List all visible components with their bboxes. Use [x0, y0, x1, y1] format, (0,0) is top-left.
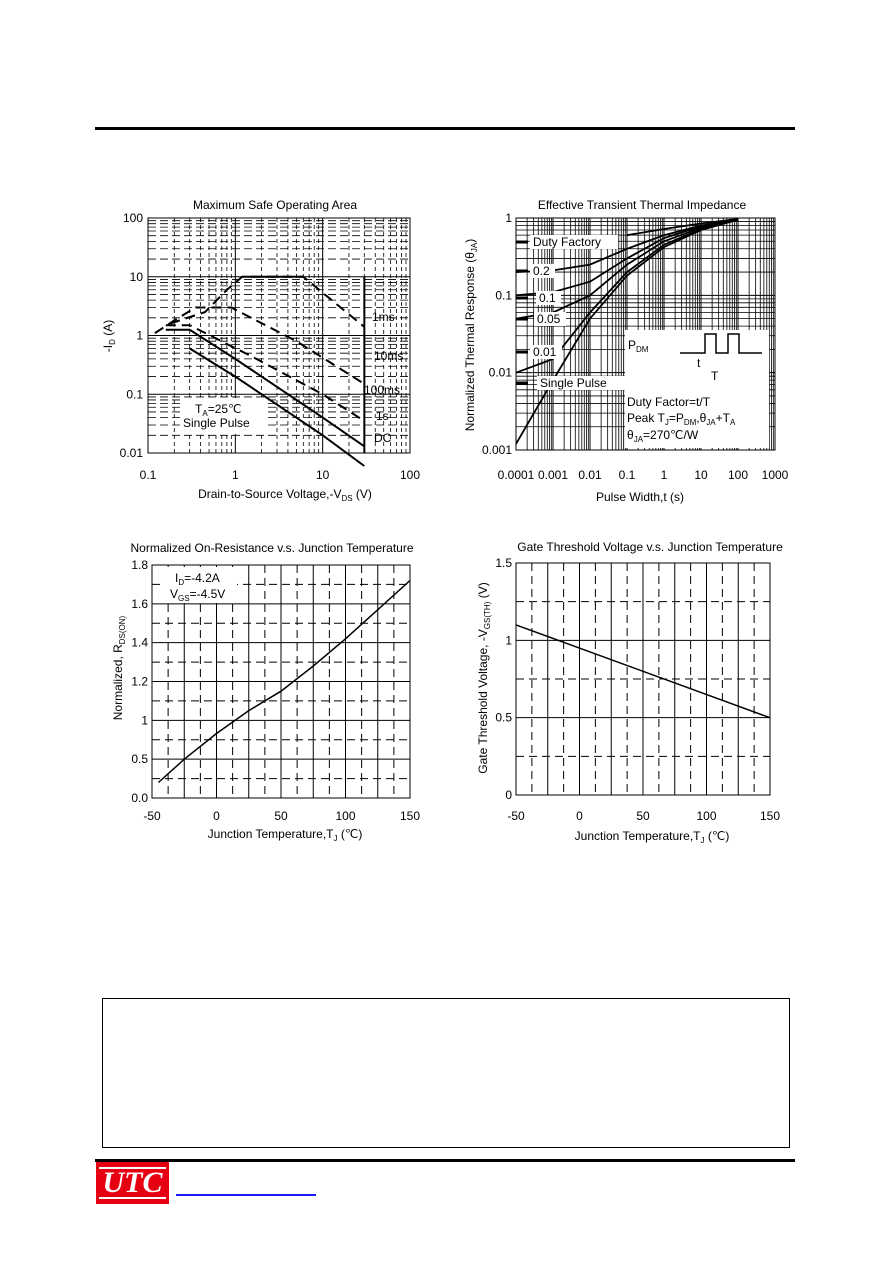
- x-axis-label: Pulse Width,t (s): [595, 490, 685, 504]
- legend-label: Duty Factory: [533, 235, 602, 249]
- series-label-1s: 1s: [376, 409, 389, 423]
- y-tick-label: 1: [136, 328, 143, 343]
- x-tick-label: 10: [694, 468, 708, 482]
- x-tick-label: 1: [231, 468, 239, 482]
- inset-pdm-label-part: DM: [636, 345, 649, 354]
- id-annotation-part: D: [178, 578, 185, 587]
- x-axis-label-part: Junction Temperature,: [574, 829, 694, 843]
- x-tick-label: 100: [399, 468, 421, 482]
- peak-tj-note-part: ,θ: [696, 411, 707, 425]
- inset-pdm-label-part: P: [628, 338, 637, 352]
- y-axis-label-part: (A): [101, 319, 115, 340]
- y-axis-label: [476, 582, 492, 773]
- chart-vgsth: [476, 540, 783, 845]
- peak-tj-note-part: +T: [715, 411, 730, 425]
- temp-annotation-part: =25℃: [207, 402, 242, 416]
- y-tick-label: 1.5: [495, 556, 512, 570]
- y-tick-label: 0.001: [481, 443, 512, 457]
- y-tick-label: 1.4: [131, 635, 148, 650]
- legend-label: 0.2: [533, 264, 550, 278]
- chart-title: Normalized On-Resistance v.s. Junction Temperature: [130, 541, 414, 555]
- x-tick-label: 150: [759, 809, 781, 823]
- peak-tj-note-part: Peak T: [627, 411, 665, 425]
- x-tick-label: 100: [727, 468, 749, 482]
- y-tick-label: 0: [505, 788, 512, 802]
- y-tick-label: 0.1: [126, 387, 143, 402]
- peak-tj-note-part: =P: [668, 411, 684, 425]
- series-label-DC: DC: [374, 431, 392, 445]
- theta-ja-note-part: θ: [627, 428, 634, 442]
- inset-T-label: T: [711, 369, 719, 383]
- temp-annotation-part: A: [202, 409, 208, 418]
- y-tick-label: 1: [141, 713, 148, 728]
- legend-label: 0.1: [539, 291, 556, 305]
- y-tick-label: 0.01: [119, 446, 143, 460]
- x-axis-label-part: J: [333, 834, 338, 843]
- x-axis-label-part: T: [693, 829, 701, 843]
- y-axis-label-part: DS(ON): [118, 615, 127, 645]
- x-tick-label: 0.001: [537, 468, 569, 482]
- y-axis-label-part: -I: [101, 344, 115, 353]
- x-axis-label-part: (V): [352, 487, 372, 501]
- theta-ja-note-part: JA: [633, 435, 644, 444]
- peak-tj-note-part: DM: [683, 418, 697, 427]
- temp-annotation-part: T: [195, 402, 203, 416]
- x-tick-label: 0.01: [578, 468, 602, 482]
- y-axis-label: [463, 239, 479, 432]
- peak-tj-note-part: JA: [706, 418, 716, 427]
- vgs-annotation-part: =-4.5V: [189, 587, 226, 601]
- notice-box: [102, 998, 790, 1148]
- x-tick-label: 1: [660, 468, 668, 482]
- y-tick-label: 0.0: [131, 791, 148, 805]
- y-axis-label-part: Gate Threshold Voltage, -V: [476, 629, 490, 774]
- y-axis-label: [101, 320, 117, 352]
- x-axis-label-part: J: [700, 836, 705, 845]
- y-tick-label: 1: [505, 633, 512, 648]
- legend-label: Single Pulse: [540, 376, 607, 390]
- legend-label: 0.05: [537, 312, 561, 326]
- x-axis-label: [575, 829, 730, 845]
- x-tick-label: 100: [335, 809, 356, 823]
- x-tick-label: -50: [507, 809, 525, 823]
- utc-logo-text: UTC: [99, 1167, 166, 1199]
- x-tick-label: -50: [143, 809, 161, 823]
- single-pulse-annotation: Single Pulse: [183, 416, 250, 430]
- legend-label: 0.01: [533, 345, 557, 359]
- website-link[interactable]: [176, 1193, 316, 1196]
- x-axis-label-part: Junction Temperature,T: [207, 827, 334, 841]
- y-tick-label: 0.5: [131, 752, 148, 767]
- peak-tj-note-part: A: [729, 418, 736, 427]
- y-tick-label: 0.01: [488, 365, 512, 380]
- y-tick-label: 0.1: [495, 288, 512, 303]
- series-label-10ms: 10ms: [374, 349, 404, 363]
- y-axis-label-part: Normalized, R: [111, 644, 125, 721]
- x-axis-label-part: Drain-to-Source Voltage,-V: [198, 487, 342, 501]
- x-tick-label: 0: [576, 809, 583, 823]
- y-tick-label: 10: [129, 269, 143, 284]
- peak-tj-note: [627, 411, 736, 427]
- vgs-annotation-part: GS: [178, 594, 190, 603]
- x-tick-label: 0.1: [139, 468, 157, 482]
- y-tick-label: 1: [505, 211, 512, 225]
- chart-soa: [101, 198, 420, 503]
- x-axis-label: [198, 487, 372, 503]
- x-axis-label: [208, 827, 363, 843]
- chart-thermal: [463, 198, 789, 504]
- y-axis-label-part: ): [463, 238, 477, 243]
- x-axis-label-part: (℃): [337, 827, 363, 841]
- y-axis-label-part: D: [108, 339, 117, 345]
- x-tick-label: 100: [696, 809, 717, 823]
- peak-tj-note-part: J: [664, 418, 669, 427]
- inset-t-label: t: [697, 356, 701, 370]
- x-tick-label: 0: [213, 809, 220, 823]
- id-annotation-part: =-4.2A: [184, 571, 220, 585]
- series-label-100ms: 100ms: [364, 383, 401, 397]
- y-axis-label-part: Normalized Thermal Response (θ: [463, 252, 477, 432]
- chart-title: Effective Transient Thermal Impedance: [537, 198, 747, 212]
- y-tick-label: 1.6: [131, 596, 148, 611]
- vgs-annotation-part: V: [170, 587, 179, 601]
- utc-logo: [96, 1162, 169, 1204]
- y-tick-label: 1.8: [131, 558, 148, 572]
- x-tick-label: 0.0001: [497, 468, 535, 482]
- x-axis-label-part: (℃): [704, 829, 730, 843]
- y-axis-label-part: JA: [470, 242, 479, 253]
- footer-rule: [95, 1159, 795, 1162]
- series-label-1ms: 1ms: [372, 310, 395, 324]
- chart-title: Gate Threshold Voltage v.s. Junction Temperature: [517, 540, 783, 554]
- y-tick-label: 0.5: [495, 710, 512, 725]
- duty-factor-note: Duty Factor=t/T: [627, 395, 711, 409]
- y-axis-label: [111, 615, 127, 720]
- y-axis-label-part: GS(TH): [483, 601, 492, 630]
- id-annotation-part: I: [175, 571, 179, 585]
- x-tick-label: 10: [315, 468, 330, 482]
- y-tick-label: 1.2: [131, 674, 148, 689]
- x-tick-label: 1000: [761, 468, 789, 482]
- x-tick-label: 50: [274, 809, 288, 823]
- theta-ja-note-part: =270℃/W: [643, 428, 699, 442]
- chart-title: Maximum Safe Operating Area: [192, 198, 358, 212]
- x-tick-label: 150: [399, 809, 421, 823]
- x-tick-label: 0.1: [618, 468, 636, 482]
- x-axis-label-part: DS: [341, 494, 353, 503]
- y-tick-label: 100: [122, 211, 143, 225]
- chart-rdson: [111, 541, 420, 843]
- y-axis-label-part: (V): [476, 582, 490, 602]
- series-1ms: [170, 277, 364, 327]
- x-tick-label: 50: [636, 809, 650, 823]
